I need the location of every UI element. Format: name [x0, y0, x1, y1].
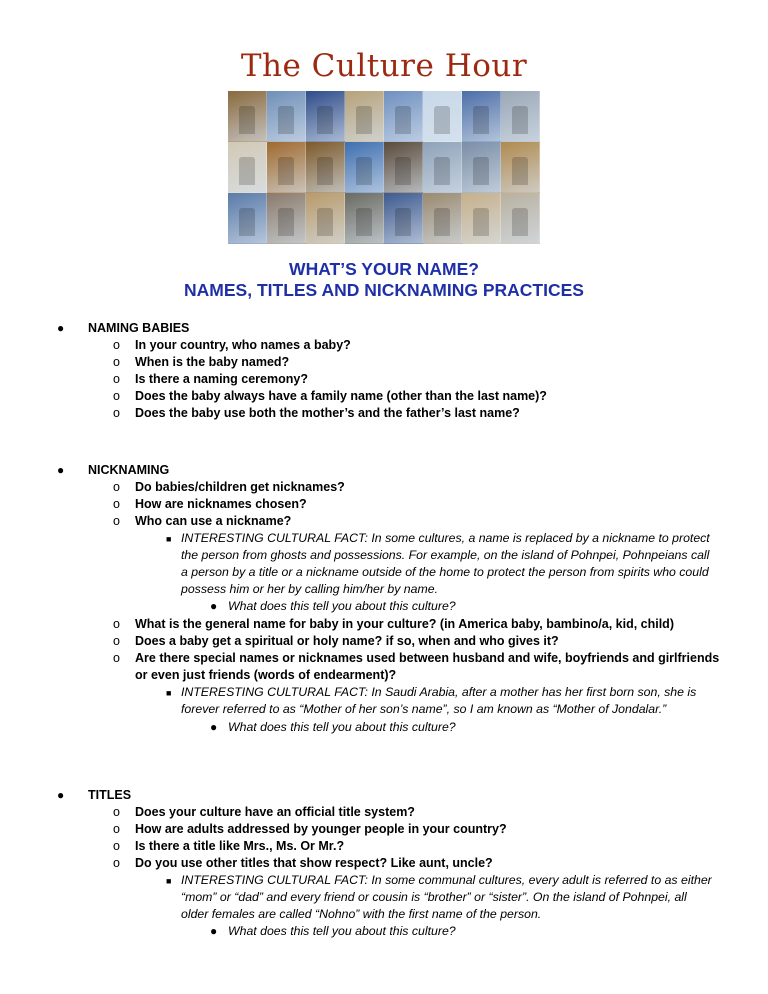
- bullet-icon: ●: [210, 720, 218, 734]
- circle-bullet-icon: o: [113, 651, 120, 665]
- landmark-photo-tile: [501, 91, 540, 142]
- cultural-fact-line: “mom” or “dad” and every friend or cousin is “brother” or “sister”. On the island of Pohnpei, all: [181, 890, 687, 904]
- question-item: Who can use a nickname?: [135, 514, 292, 528]
- circle-bullet-icon: o: [113, 406, 120, 420]
- landmark-photo-tile: [462, 91, 501, 142]
- question-item: Do you use other titles that show respect? Like aunt, uncle?: [135, 856, 493, 870]
- landmark-photo-tile: [306, 142, 345, 193]
- bullet-icon: ●: [57, 321, 65, 335]
- landmark-photo-tile: [306, 91, 345, 142]
- circle-bullet-icon: o: [113, 634, 120, 648]
- square-bullet-icon: ■: [166, 688, 172, 698]
- square-bullet-icon: ■: [166, 876, 172, 886]
- square-bullet-icon: ■: [166, 534, 172, 544]
- cultural-fact-line: INTERESTING CULTURAL FACT: In some communal cultures, every adult is referred to as either: [181, 873, 712, 887]
- reflection-question: What does this tell you about this culture?: [228, 599, 456, 613]
- question-item: How are adults addressed by younger people in your country?: [135, 822, 507, 836]
- cultural-fact-line: INTERESTING CULTURAL FACT: In some cultures, a name is replaced by a nickname to protect: [181, 531, 710, 545]
- landmark-photo-tile: [306, 193, 345, 244]
- landmark-photo-tile: [423, 142, 462, 193]
- landmark-photo-tile: [267, 193, 306, 244]
- landmark-photo-tile: [228, 91, 267, 142]
- circle-bullet-icon: o: [113, 822, 120, 836]
- cultural-fact-line: INTERESTING CULTURAL FACT: In Saudi Arabia, after a mother has her first born son, she is: [181, 685, 697, 699]
- bullet-icon: ●: [210, 924, 218, 938]
- cultural-fact-line: forever referred to as “Mother of her son’s name”, so I am known as “Mother of Jondalar.”: [181, 702, 667, 716]
- circle-bullet-icon: o: [113, 617, 120, 631]
- bullet-icon: ●: [210, 599, 218, 613]
- cultural-fact-line: possess him or her by calling him/her by name.: [181, 582, 438, 596]
- landmark-photo-tile: [462, 142, 501, 193]
- question-item: Does your culture have an official title system?: [135, 805, 415, 819]
- question-item: How are nicknames chosen?: [135, 497, 307, 511]
- cultural-fact-line: a person by a title or a nickname outside of the home to protect the person from spirits who could: [181, 565, 709, 579]
- landmark-photo-tile: [501, 142, 540, 193]
- landmark-photo-tile: [267, 142, 306, 193]
- question-item: Is there a title like Mrs., Ms. Or Mr.?: [135, 839, 345, 853]
- question-item: Does the baby always have a family name (other than the last name)?: [135, 389, 547, 403]
- question-item: Does the baby use both the mother’s and the father’s last name?: [135, 406, 520, 420]
- circle-bullet-icon: o: [113, 389, 120, 403]
- section-heading-naming: NAMING BABIES: [88, 321, 190, 335]
- landmark-photo-tile: [228, 193, 267, 244]
- landmark-photo-tile: [384, 91, 423, 142]
- landmark-collage-image: [228, 91, 540, 244]
- landmark-photo-tile: [423, 193, 462, 244]
- question-item: Are there special names or nicknames used between husband and wife, boyfriends and girlfriends: [135, 651, 720, 665]
- circle-bullet-icon: o: [113, 338, 120, 352]
- landmark-photo-tile: [345, 142, 384, 193]
- main-title: WHAT’S YOUR NAME?: [289, 259, 479, 279]
- landmark-photo-tile: [384, 142, 423, 193]
- landmark-photo-tile: [267, 91, 306, 142]
- landmark-photo-tile: [423, 91, 462, 142]
- sub-title: NAMES, TITLES AND NICKNAMING PRACTICES: [184, 280, 584, 300]
- question-item: Do babies/children get nicknames?: [135, 480, 345, 494]
- landmark-photo-tile: [228, 142, 267, 193]
- landmark-photo-tile: [345, 91, 384, 142]
- section-heading-titles: TITLES: [88, 788, 132, 802]
- cultural-fact-line: older females are called “Nohno” with the first name of the person.: [181, 907, 542, 921]
- question-item: Does a baby get a spiritual or holy name? if so, when and who gives it?: [135, 634, 559, 648]
- circle-bullet-icon: o: [113, 856, 120, 870]
- landmark-photo-tile: [384, 193, 423, 244]
- circle-bullet-icon: o: [113, 480, 120, 494]
- circle-bullet-icon: o: [113, 497, 120, 511]
- bullet-icon: ●: [57, 463, 65, 477]
- question-item: In your country, who names a baby?: [135, 338, 351, 352]
- question-item-continued: or even just friends (words of endearment)?: [135, 668, 397, 682]
- question-item: Is there a naming ceremony?: [135, 372, 308, 386]
- bullet-icon: ●: [57, 788, 65, 802]
- reflection-question: What does this tell you about this culture?: [228, 924, 456, 938]
- logo-title: The Culture Hour: [240, 48, 528, 84]
- section-heading-nicknaming: NICKNAMING: [88, 463, 170, 477]
- landmark-photo-tile: [345, 193, 384, 244]
- circle-bullet-icon: o: [113, 839, 120, 853]
- cultural-fact-line: the person from ghosts and possessions. For example, on the island of Pohnpei, Pohnpeians call: [181, 548, 710, 562]
- reflection-question: What does this tell you about this culture?: [228, 720, 456, 734]
- circle-bullet-icon: o: [113, 372, 120, 386]
- circle-bullet-icon: o: [113, 355, 120, 369]
- question-item: When is the baby named?: [135, 355, 290, 369]
- landmark-photo-tile: [462, 193, 501, 244]
- landmark-photo-tile: [501, 193, 540, 244]
- circle-bullet-icon: o: [113, 514, 120, 528]
- question-item: What is the general name for baby in your culture? (in America baby, bambino/a, kid, child): [135, 617, 674, 631]
- circle-bullet-icon: o: [113, 805, 120, 819]
